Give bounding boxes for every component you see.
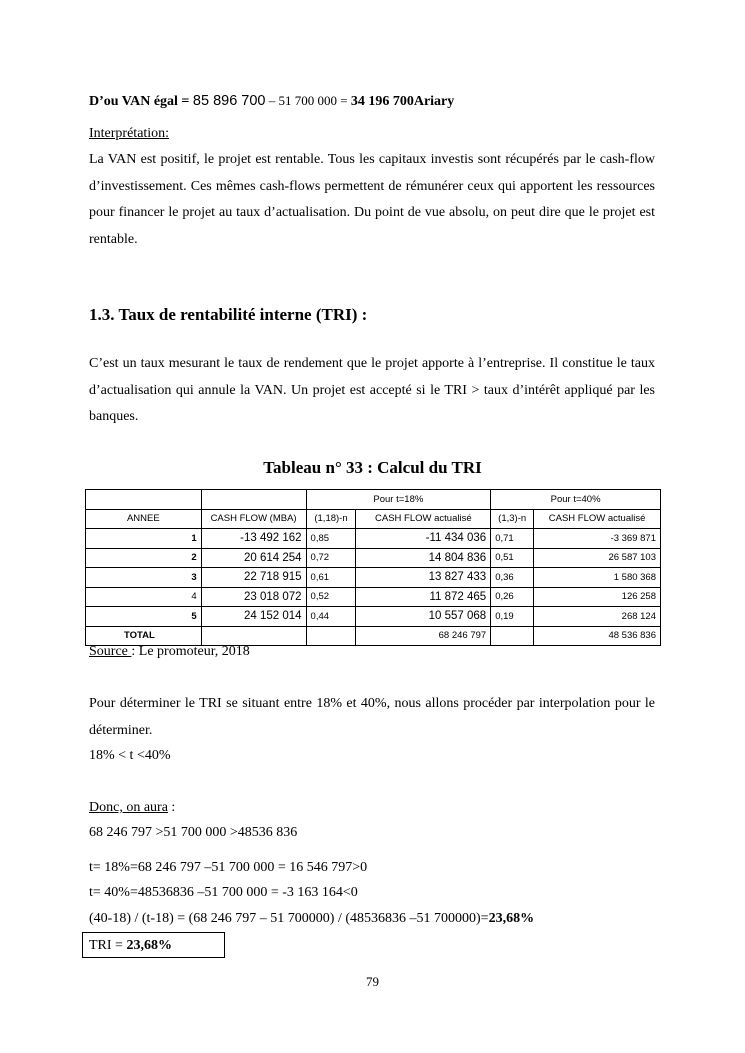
actualise-18-cell: 14 804 836	[356, 548, 491, 568]
factor-40-cell: 0,51	[491, 548, 534, 568]
table-total-row	[86, 626, 661, 646]
table-group-header-row	[86, 490, 661, 510]
group-header-40: Pour t=40%	[491, 490, 661, 510]
actualise-40-cell: 268 124	[534, 607, 661, 627]
total-label: TOTAL	[86, 626, 202, 646]
donc-line: Donc, on aura :	[89, 800, 176, 815]
cash-flow-cell: 23 018 072	[201, 587, 306, 607]
group-header-18: Pour t=18%	[306, 490, 491, 510]
donc-label: Donc, on aura	[89, 800, 168, 815]
actualise-18-cell: 10 557 068	[356, 607, 491, 627]
actualise-18-cell: -11 434 036	[356, 529, 491, 549]
col-header-actualise-40: CASH FLOW actualisé	[534, 509, 661, 529]
table-row	[86, 529, 661, 549]
factor-18-cell: 0,52	[306, 587, 356, 607]
actualise-40-cell: 1 580 368	[534, 568, 661, 588]
tri-result-box	[82, 932, 225, 958]
cash-flow-cell: 22 718 915	[201, 568, 306, 588]
actualise-18-cell: 11 872 465	[356, 587, 491, 607]
interpolation-result: 23,68%	[488, 911, 535, 926]
tri-label: TRI =	[89, 938, 127, 953]
factor-18-cell: 0,85	[306, 529, 356, 549]
factor-18-cell: 0,72	[306, 548, 356, 568]
table-row	[86, 568, 661, 588]
factor-18-cell: 0,44	[306, 607, 356, 627]
col-header-factor-40: (1,3)-n	[491, 509, 534, 529]
year-cell: 4	[86, 587, 202, 607]
table-row	[86, 548, 661, 568]
tri-table	[85, 489, 661, 646]
actualise-40-cell: 126 258	[534, 587, 661, 607]
calc-line-interpolation: (40-18) / (t-18) = (68 246 797 – 51 700000) / (48536836 –51 700000)=23,68%	[89, 911, 535, 926]
year-cell: 1	[86, 529, 202, 549]
table-caption: Tableau n° 33 : Calcul du TRI	[263, 458, 482, 477]
actualise-40-cell: 26 587 103	[534, 548, 661, 568]
van-label: D’ou VAN égal =	[89, 94, 193, 109]
total-18: 68 246 797	[356, 626, 491, 646]
interpolation-paragraph: Pour déterminer le TRI se situant entre 18% et 40%, nous allons procéder par interpolation pour le déterminer.	[89, 696, 655, 738]
col-header-actualise-18: CASH FLOW actualisé	[356, 509, 491, 529]
interpretation-heading: Interprétation:	[89, 126, 170, 141]
page-number: 79	[366, 974, 379, 989]
actualise-40-cell: -3 369 871	[534, 529, 661, 549]
factor-18-cell: 0,61	[306, 568, 356, 588]
table-row	[86, 587, 661, 607]
van-result-line	[89, 93, 454, 110]
col-header-annee: ANNEE	[86, 509, 202, 529]
interpretation-paragraph: La VAN est positif, le projet est rentable. Tous les capitaux investis sont récupérés par le cash-flow d’investissement. Ces mêmes cash-flows permettent de rémunérer ceux qui apportent les ressources pour financer le projet au taux d’actualisation. Du point de vue absolu, on peut dire que le projet est rentable.	[89, 152, 655, 247]
year-cell: 2	[86, 548, 202, 568]
van-result: 34 196 700Ariary	[350, 94, 455, 109]
factor-40-cell: 0,19	[491, 607, 534, 627]
year-cell: 5	[86, 607, 202, 627]
compare-line: 68 246 797 >51 700 000 >48536 836	[89, 825, 298, 840]
table-row	[86, 607, 661, 627]
total-40: 48 536 836	[534, 626, 661, 646]
calc-line-40: t= 40%=48536836 –51 700 000 = -3 163 164<0	[89, 885, 358, 900]
section-paragraph: C’est un taux mesurant le taux de rendement que le projet apporte à l’entreprise. Il constitue le taux d’actualisation qui annule la VAN. Un projet est accepté si le TRI > taux d’intérêt appliqué par les banques.	[89, 356, 655, 424]
actualise-18-cell: 13 827 433	[356, 568, 491, 588]
calc-line-18: t= 18%=68 246 797 –51 700 000 = 16 546 797>0	[89, 860, 368, 875]
cash-flow-cell: -13 492 162	[201, 529, 306, 549]
van-subtraction: – 51 700 000 =	[265, 93, 351, 108]
range-line: 18% < t <40%	[89, 748, 171, 763]
section-title: 1.3. Taux de rentabilité interne (TRI) :	[89, 305, 368, 324]
table-source	[89, 644, 250, 660]
cash-flow-cell: 24 152 014	[201, 607, 306, 627]
source-text: : Le promoteur, 2018	[131, 644, 250, 659]
van-value: 85 896 700	[192, 93, 266, 109]
tri-value: 23,68%	[126, 938, 172, 953]
factor-40-cell: 0,36	[491, 568, 534, 588]
col-header-cash-flow: CASH FLOW (MBA)	[201, 509, 306, 529]
col-header-factor-18: (1,18)-n	[306, 509, 356, 529]
year-cell: 3	[86, 568, 202, 588]
factor-40-cell: 0,26	[491, 587, 534, 607]
cash-flow-cell: 20 614 254	[201, 548, 306, 568]
source-label: Source	[89, 644, 132, 659]
table-header-row	[86, 509, 661, 529]
factor-40-cell: 0,71	[491, 529, 534, 549]
